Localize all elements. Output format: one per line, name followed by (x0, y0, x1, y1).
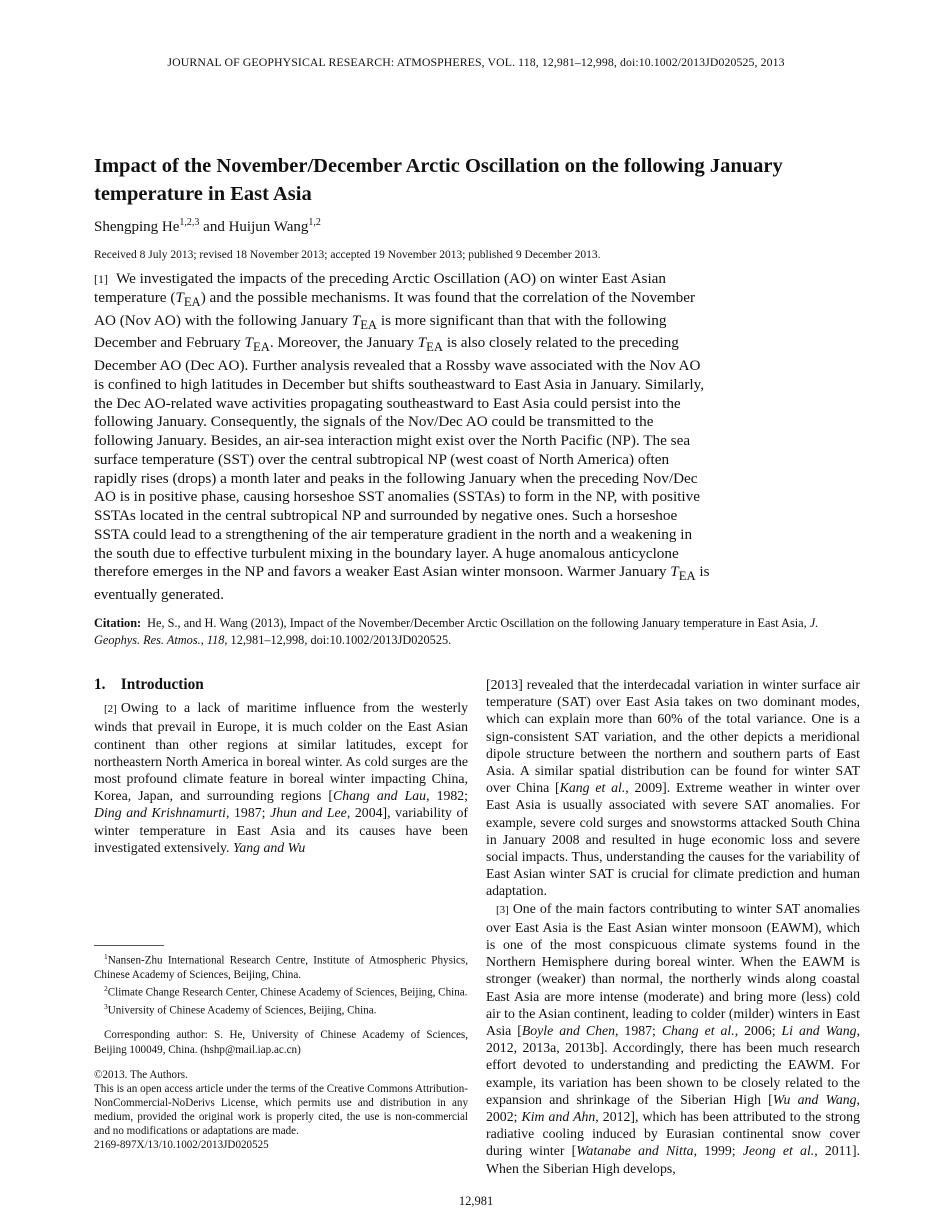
paragraph-3: [3] One of the main factors contributing to winter SAT anomalies over East Asia is the East Asian winter monsoon (EAWM), which is one of the most conspicuous climate systems found in the Northern Hemisphere during boreal winter. When the EAWM is stronger (weaker) than normal, the northerly winds along coastal East Asia are more intense (moderate) and bring more (less) cold air to the Asian continent, leading to colder (milder) winters in East Asia [Boyle and Chen, 1987; Chang et al., 2006; Li and Wang, 2012, 2013a, 2013b]. Accordingly, there has been much research effort devoted to understanding and predicting the EAWM. For example, its variation has been shown to be closely related to the expansion and shrinkage of the Siberian High [Wu and Wang, 2002; Kim and Ahn, 2012], which has been attributed to the strong radiative cooling induced by Eurasian continental snow cover during winter [Watanabe and Nitta, 1999; Jeong et al., 2011]. When the Siberian High develops, (486, 900, 861, 1176)
author-name: Huijun Wang (228, 219, 309, 235)
footnote-divider (94, 945, 164, 946)
paragraph-number: [3] (496, 903, 509, 916)
running-head: JOURNAL OF GEOPHYSICAL RESEARCH: ATMOSPHERES, VOL. 118, 12,981–12,998, doi:10.1002/2013JD020525, 2013 (167, 55, 785, 69)
page-number: 12,981 (458, 1194, 494, 1208)
section-heading: 1. Introduction (94, 676, 204, 693)
affiliation-2: $^2$Climate Change Research Center, Chinese Academy of Sciences, Beijing, China. (104, 983, 468, 999)
abstract: [1] We investigated the impacts of the preceding Arctic Oscillation (AO) on winter East Asian temperature $(T_{EA})$ and the possible mechanisms. It was found that the correlation of the November AO (Nov AO) with the following January $T_{EA}$ is more significant than that with the following December and February $T_{EA}$. Moreover, the January $T_{EA}$ is also closely related to the preceding December AO (Dec AO). Further analysis revealed that a Rossby wave associated with the Nov AO is confined to high latitudes in December but shifts southeastward to East Asia in January. Similarly, the Dec AO-related wave activities propagating southeastward to East Asia could persist into the following January. Consequently, the signals of the Nov/Dec AO could be transmitted to the following January. Besides, an air-sea interaction might exist over the North Pacific (NP). The sea surface temperature (SST) over the central subtropical NP (west coast of North America) often rapidly rises (drops) a month later and peaks in the following January when the preceding Nov/Dec AO is in positive phase, causing horseshoe SST anomalies (SSTAs) to form in the NP, with positive SSTAs located in the central subtropical NP and surrounded by negative ones. Such a horseshoe SSTA could lead to a strengthening of the air temperature gradient in the north and a weakening in the south due to effective turbulent mixing in the boundary layer. A huge anomalous anticyclone therefore emerges in the NP and favors a weaker East Asian winter monsoon. Warmer January $T_{EA}$ is eventually generated. (94, 270, 710, 604)
paragraph-2: [2] Owing to a lack of maritime influence from the westerly winds that prevail in Europe, it is much colder on the East Asian continent than other regions at similar latitudes, except for northeastern North America in boreal winter. As cold surges are the most profound climate feature in boreal winter impacting China, Korea, Japan, and surrounding regions [Chang and Lau, 1982; Ding and Krishnamurti, 1987; Jhun and Lee, 2004], variability of winter temperature in East Asia and its causes have been investigated extensively. Yang and Wu (94, 700, 469, 855)
paragraph-number: [1] (94, 272, 108, 286)
left-column (94, 676, 468, 856)
issn: 2169-897X/13/10.1002/2013JD020525 (94, 1139, 269, 1152)
license: This is an open access article under the terms of the Creative Commons Attribution-NonCommercial-NoDerivs License, which permits use and distribution in any medium, provided the original work is properly cited, the use is non-commercial and no modifications or adaptations are made. (94, 1082, 468, 1137)
paragraph-2-continued: [2013] revealed that the interdecadal variation in winter surface air temperature (SAT) over East Asia takes on two dominant modes, which can explain more than 60% of the total variance. One is a sign-consistent SAT variation, and the other depicts a meridional dipole structure between the northern and southern parts of East Asia. A similar spatial distribution can be found for winter SAT over China [Kang et al., 2009]. Extreme weather in winter over East Asia is usually associated with severe SAT anomalies. For example, severe cold surges and snowstorms attacked South China in January 2008 and resulted in huge economic loss and severe social impacts. Thus, understanding the causes for the variability of East Asian winter SAT is crucial for climate prediction and human adaptation. (486, 677, 861, 899)
author-affiliation-marks: 1,2 (308, 217, 321, 228)
right-column (486, 676, 860, 1177)
citation-label: Citation: (94, 616, 142, 630)
citation: Citation: He, S., and H. Wang (2013), Impact of the November/December Arctic Oscillation on the following January temperature in East Asia, J. Geophys. Res. Atmos., 118, 12,981–12,998, doi:10.1002/2013JD020525. (94, 616, 819, 647)
received-dates: Received 8 July 2013; revised 18 November 2013; accepted 19 November 2013; published 9 December 2013. (94, 249, 601, 261)
author-affiliation-marks: 1,2,3 (179, 217, 200, 228)
author-name: Shengping He (94, 219, 180, 235)
author-line (94, 217, 321, 236)
affiliation-1: $^1$Nansen-Zhu International Research Centre, Institute of Atmospheric Physics, Chinese Academy of Sciences, Beijing, China. (94, 952, 468, 981)
author-conjunction: and (203, 219, 225, 235)
affiliation-3: $^3$University of Chinese Academy of Sciences, Beijing, China. (104, 1001, 377, 1017)
corresponding-author: Corresponding author: S. He, University of Chinese Academy of Sciences, Beijing 100049, China. (hshp@mail.iap.ac.cn) (94, 1029, 468, 1056)
paragraph-number: [2] (104, 703, 117, 716)
footnotes (94, 945, 468, 1152)
copyright: ©2013. The Authors. (94, 1068, 188, 1081)
article-title: Impact of the November/December Arctic Oscillation on the following January temperature in East Asia (94, 155, 783, 205)
